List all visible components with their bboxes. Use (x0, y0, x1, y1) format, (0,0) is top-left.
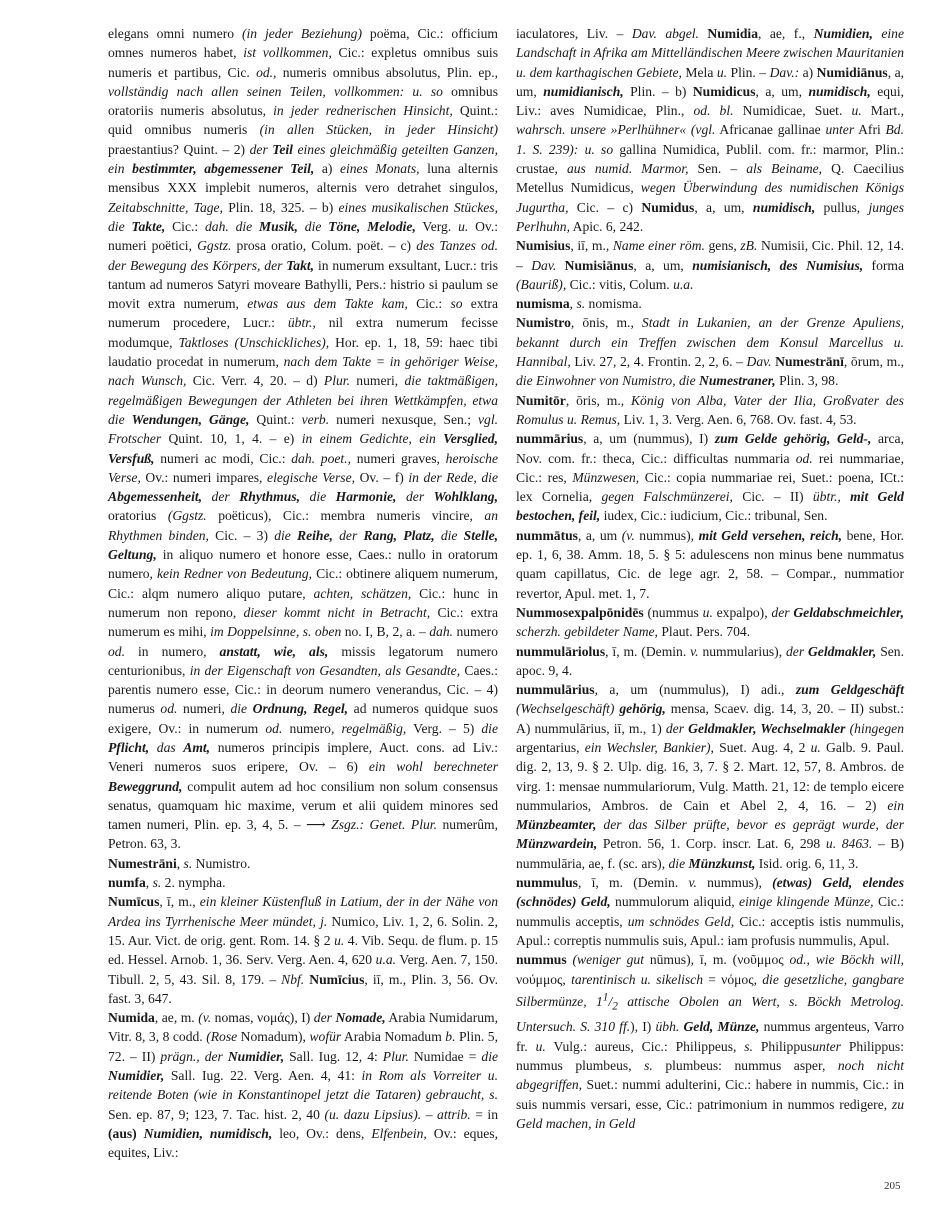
right-column (516, 24, 904, 1133)
dictionary-entry: nummus (weniger gut nūmus), ī, m. (νοῦμμος od., wie Böckh will, νούμμος, tarentinisch u. sikelisch = νόμος, die gesetzliche, gangbare Silbermünze, $1^1/_2$ attische Obolen an Wert, s. Böckh Metrolog. Untersuch. S. 310 ff.), I) übh. Geld, Münze, nummus argenteus, Varro fr. u. Vulg.: aureus, Cic.: Philippeus, s. Philippusunter Philippus: nummus plumbeus, s. plumbeus: nummus asper, noch nicht abgegriffen, Suet.: nummi adulterini, Cic.: habere in nummis, Cic.: in suis nummis versari, esse, Cic.: patrimonium in nummos redigere, zu Geld machen, in Geld (516, 952, 905, 1131)
dictionary-entry: nummulus, ī, m. (Demin. v. nummus), (etwas) Geld, elendes (schnödes) Geld, nummulorum aliquid, einige klingende Münze, Cic.: nummulis acceptis, um schnödes Geld, Cic.: acceptis istis nummulis, Apul.: correptis nummulis suis, Apul.: iam profusis nummulis, Apul. (516, 875, 905, 948)
dictionary-entry: elegans omni numero (in jeder Beziehung) poëma, Cic.: officium omnes numeros habet, ist vollkommen, Cic.: expletus omnibus suis numeris et partibus, Cic. od., numeris omnibus absolutus, Plin. ep., vollständig nach allen seinen Teilen, vollkommen: u. so omnibus oratoriis numeris absolutus, in jeder rednerischen Hinsicht, Quint.: quid omnibus numeris (in allen Stücken, in jeder Hinsicht) praestantius? Quint. – 2) der Teil eines gleichmäßig geteilten Ganzen, ein bestimmter, abgemessener Teil, a) eines Monats, luna alternis mensibus XXX implebit numeros, alternis vero detrahet singulos, Zeitabschnitte, Tage, Plin. 18, 325. – b) eines musikalischen Stückes, die Takte, Cic.: dah. die Musik, die Töne, Melodie, Verg. u. Ov.: numeri poëtici, Ggstz. prosa oratio, Colum. poët. – c) des Tanzes od. der Bewegung des Körpers, der Takt, in numerum exsultant, Lucr.: tris tantum ad numeros Satyri moveare Bathylli, Pers.: histrio si paulum se movit extra numerum, etwas aus dem Takte kam, Cic.: so extra numerum procedere, Lucr.: übtr., nil extra numerum fecisse modumque, Taktloses (Unschickliches), Hor. ep. 1, 18, 59: haec tibi laudatio procedat in numerum, nach dem Takte = in gehöriger Weise, nach Wunsch, Cic. Verr. 4, 20. – d) Plur. numeri, die taktmäßigen, regelmäßigen Bewegungen der Athleten bei ihren Wettkämpfen, etwa die Wendungen, Gänge, Quint.: verb. numeri nexusque, Sen.; vgl. Frotscher Quint. 10, 1, 4. – e) in einem Gedichte, ein Versglied, Versfuß, numeri ac modi, Cic.: dah. poet., numeri graves, heroische Verse, Ov.: numeri impares, elegische Verse, Ov. – f) in der Rede, die Abgemessenheit, der Rhythmus, die Harmonie, der Wohlklang, oratorius (Ggstz. poëticus), Cic.: membra numeris vincire, an Rhythmen binden, Cic. – 3) die Reihe, der Rang, Platz, die Stelle, Geltung, in aliquo numero et honore esse, Caes.: nullo in oratorum numero, kein Redner von Bedeutung, Cic.: obtinere aliquem numerum, Cic.: alqm numero aliquo putare, achten, schätzen, Cic.: hunc in numerum non reponо, dieser kommt nicht in Betracht, Cic.: extra numerum es mihi, im Doppelsinne, s. oben no. I, B, 2, a. – dah. numero od. in numero, anstatt, wie, als, missis legatorum numero centurionibus, in der Eigenschaft von Gesandten, als Gesandte, Caes.: parentis numero esse, Cic.: in deorum numero venerandus, Cic. – 4) numerus od. numeri, die Ordnung, Regel, ad numeros quidque suos exigere, Ov.: in numerum od. numero, regelmäßig, Verg. – 5) die Pflicht, das Amt, numeros principis implere, Auct. cons. ad Liv.: Veneri numeros suos eripere, Ov. – 6) ein wohl berechneter Beweggrund, compulit autem ad hoc consilium non solum consensus senatus, quamquam hic maxime, verum et alii quidem minores sed tamen numeri, Plin. ep. 3, 4, 5. – ⟶ Zsgz.: Genet. Plur. numerûm, Petron. 63, 3. (108, 26, 499, 852)
dictionary-entry: nummulārius, a, um (nummulus), I) adi., zum Geldgeschäft (Wechselgeschäft) gehörig, mensa, Scaev. dig. 14, 3, 20. – II) subst.: A) nummulārius, iī, m., 1) der Geldmakler, Wechselmakler (hingegen argentarius, ein Wechsler, Bankier), Suet. Aug. 4, 2 u. Galb. 9. Paul. dig. 2, 13, 9. § 2. Ulp. dig. 16, 3, 7. § 2. Mart. 12, 57, 8. Ambros. de virg. 1: mensae nummulariorum, Vulg. Matth. 21, 12: de templo eicere nummularios, Ambros. de Cain et Abel 2, 4, 16. – 2) ein Münzbeamter, der das Silber prüfte, bevor es geprägt wurde, der Münzwardein, Petron. 56, 1. Corp. inscr. Lat. 6, 298 u. 8463. – B) nummulāria, ae, f. (sc. ars), die Münzkunst, Isid. orig. 6, 11, 3. (516, 682, 905, 871)
dictionary-entry: nummulāriolus, ī, m. (Demin. v. nummularius), der Geldmakler, Sen. apoc. 9, 4. (516, 643, 904, 678)
dictionary-entry: nummārius, a, um (nummus), I) zum Gelde gehörig, Geld-, arca, Nov. com. fr.: theca, Cic.: difficultas nummaria od. rei nummariae, Cic.: res, Münzwesen, Cic.: copia nummariae rei, Suet.: poena, ICt.: lex Cornelia, gegen Falschmünzerei, Cic. – II) übtr., mit Geld bestochen, feil, iudex, Cic.: iudicium, Cic.: tribunal, Sen. (516, 431, 904, 524)
dictionary-entry: iaculatores, Liv. – Dav. abgel. Numidia, ae, f., Numidien, eine Landschaft in Afrika am Mittelländischen Meere zwischen Mauritanien u. dem karthagischen Gebiete, Mela u. Plin. – Dav.: a) Numidiānus, a, um, numidianisch, Plin. – b) Numidicus, a, um, numidisch, equi, Liv.: aves Numidicae, Plin., od. bl. Numidicae, Suet. u. Mart., wahrsch. unsere »Perlhühner« (vgl. Africanae gallinae unter Afri Bd. 1. S. 239): u. so gallina Numidica, Publil. com. fr.: marmor, Plin.: crustae, aus numid. Marmor, Sen. – als Beiname, Q. Caecilius Metellus Numidicus, wegen Überwindung des numidischen Königs Jugurtha, Cic. – c) Numidus, a, um, numidisch, pullus, junges Perlhuhn, Apic. 6, 242. (516, 26, 905, 234)
dictionary-entry: Numida, ae, m. (v. nomas, νομάς), I) der Nomade, Arabia Numidarum, Vitr. 8, 3, 8 codd. (Rose Nomadum), wofür Arabia Nomadum b. Plin. 5, 72. – II) prägn., der Numidier, Sall. Iug. 12, 4: Plur. Numidae = die Numidier, Sall. Iug. 22. Verg. Aen. 4, 41: in Rom als Vorreiter u. reitende Boten (wie in Konstantinopel jetzt die Tataren) gebraucht, s. Sen. ep. 87, 9; 123, 7. Tac. hist. 2, 40 (u. dazu Lipsius). – attrib. = in (aus) Numidien, numidisch, leo, Ov.: dens, Elfenbein, Ov.: eques, equites, Liv.: (108, 1010, 498, 1161)
dictionary-entry: Numisius, iī, m., Name einer röm. gens, zB. Numisii, Cic. Phil. 12, 14. – Dav. Numisiānus, a, um, numisianisch, des Numisius, forma (Baurіß), Cic.: vitis, Colum. u.a. (516, 238, 904, 292)
dictionary-entry: numfa, s. 2. nympha. (108, 875, 226, 891)
dictionary-entry: Numestrāni, s. Numistro. (108, 855, 251, 871)
dictionary-entry: Numīcus, ī, m., ein kleiner Küstenfluß in Latium, der in der Nähe von Ardea ins Tyrrhenische Meer mündet, j. Numico, Liv. 1, 2, 6. Solin. 2, 15. Aur. Vict. de orig. gent. Rom. 14. § 2 u. 4. Vib. Sequ. de flum. p. 15 ed. Hessel. Arnob. 1, 36. Serv. Verg. Aen. 4, 620 u.a. Verg. Aen. 7, 150. Tibull. 2, 5, 43. Sil. 8, 179. – Nbf. Numīcius, iī, m., Plin. 3, 56. Ov. fast. 3, 647. (108, 894, 499, 1006)
dictionary-entry: Numistro, ōnis, m., Stadt in Lukanien, an der Grenze Apuliens, bekannt durch ein Treffen zwischen dem Konsul Marcellus u. Hannibal, Liv. 27, 2, 4. Frontin. 2, 2, 6. – Dav. Numestrānī, ōrum, m., die Einwohner von Numistro, die Numestraner, Plin. 3, 98. (516, 315, 905, 389)
dictionary-entry: Nummosexpalpōnidēs (nummus u. expalpo), der Geldabschmeichler, scherzh. gebildeter Name, Plaut. Pers. 704. (516, 604, 904, 640)
left-column (108, 24, 498, 1163)
dictionary-entry: nummātus, a, um (v. nummus), mit Geld versehen, reich, bene, Hor. ep. 1, 6, 38. Amm. 18, 5. § 5: adulescens non minus bene nummatus quam capillatus, Cic. de lege agr. 2, 58. – Compar., nummatior revertor, Apul. met. 1, 7. (516, 527, 905, 601)
dictionary-entry: numisma, s. nomisma. (516, 296, 642, 312)
dictionary-entry: Numitōr, ōris, m., König von Alba, Vater der Ilia, Großvater des Romulus u. Remus, Liv. 1, 3. Verg. Aen. 6, 768. Ov. fast. 4, 53. (516, 392, 904, 427)
page-number: 205 (884, 1180, 901, 1192)
